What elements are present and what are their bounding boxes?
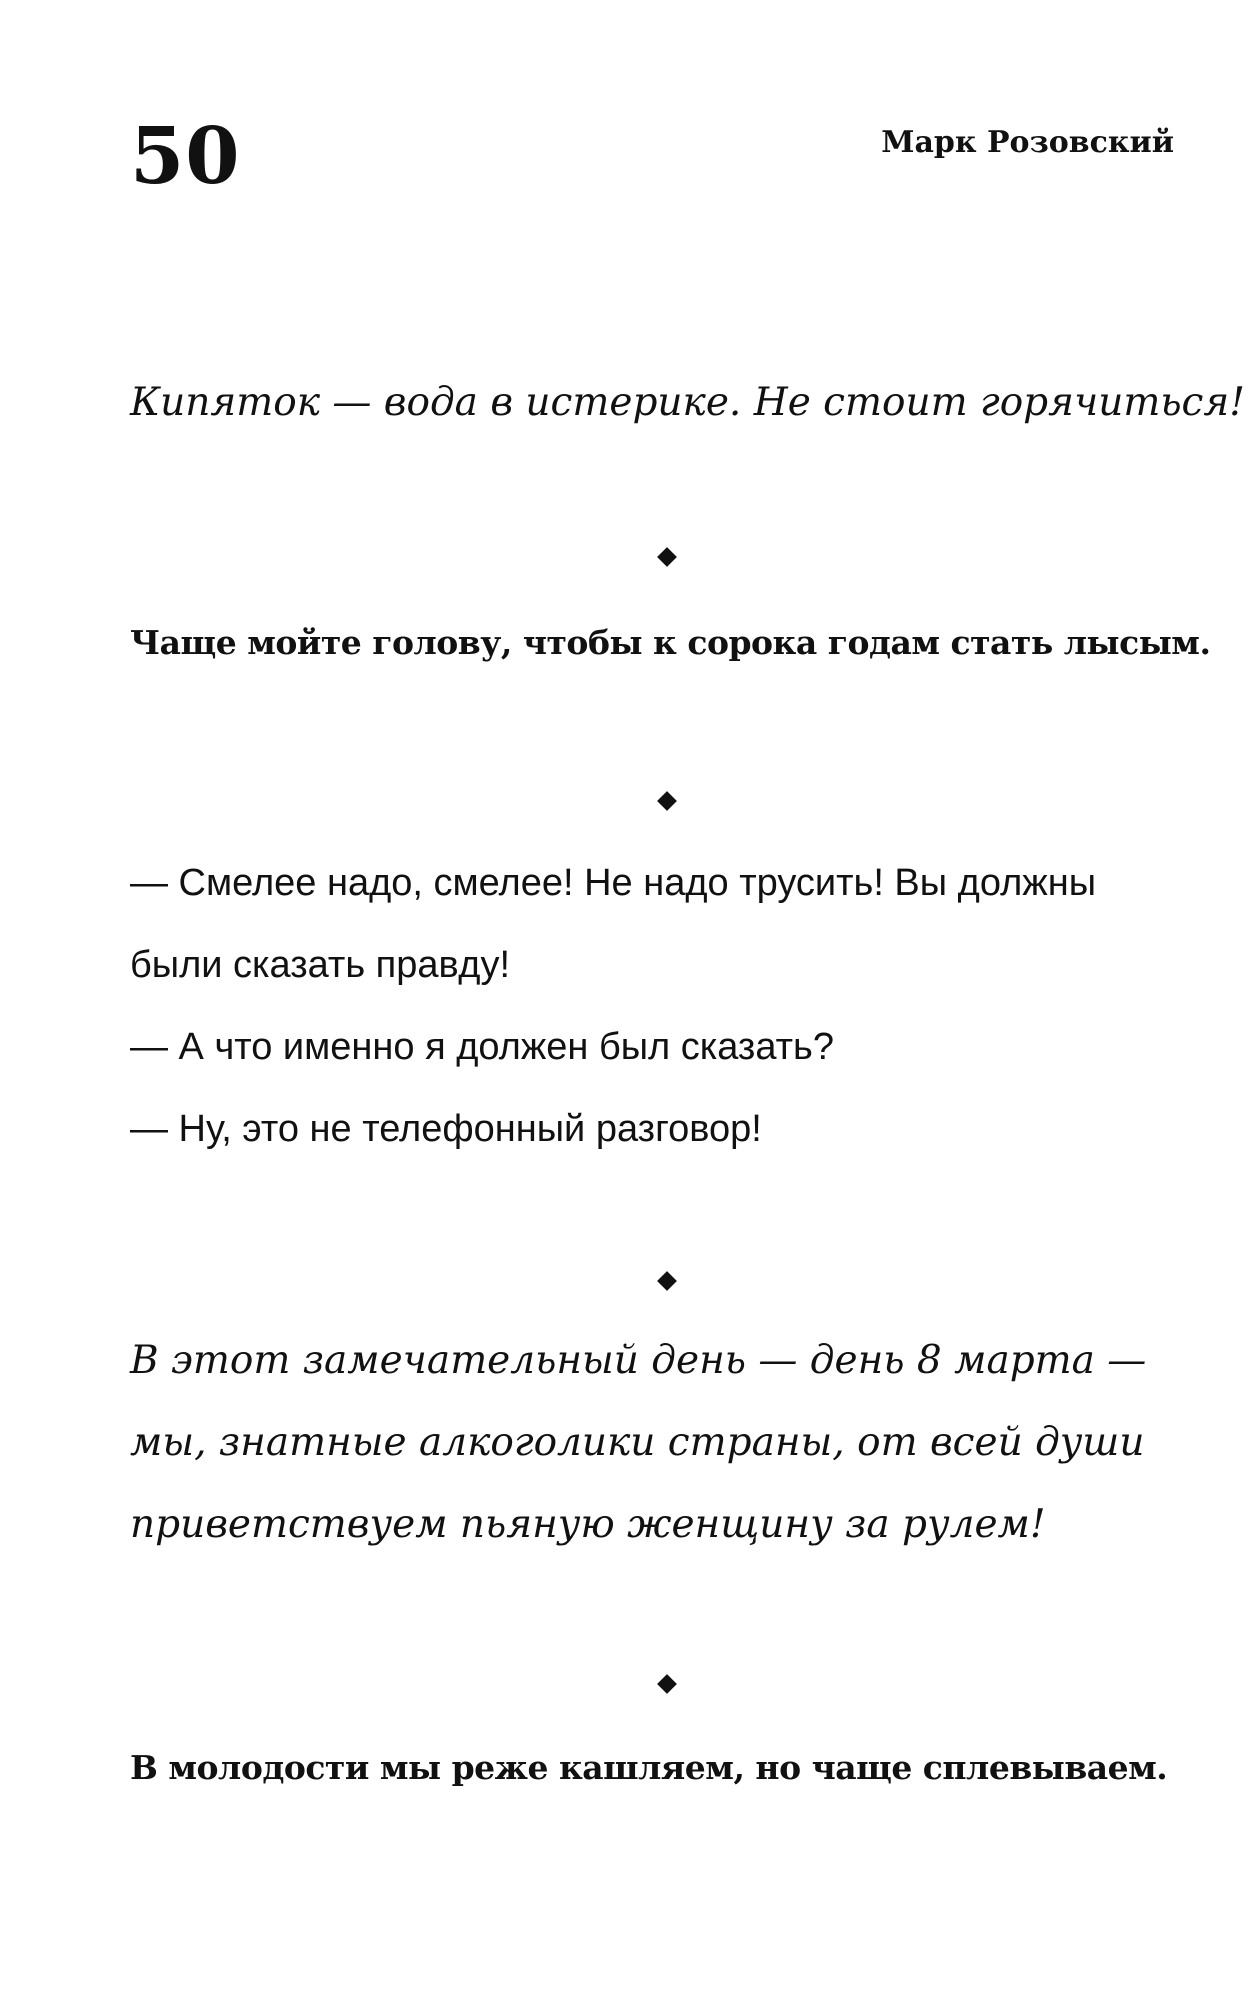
text-line: — Смелее надо, смелее! Не надо трусить! Вы должны <box>130 862 1097 904</box>
text-line: Чаще мойте голову, чтобы к сорока годам стать лысым. <box>130 623 1211 662</box>
text-line: В этот замечательный день — день 8 марта — <box>130 1338 1147 1383</box>
running-head-author: Марк Розовский <box>881 125 1174 160</box>
text-line: приветствуем пьяную женщину за рулем! <box>130 1502 1046 1547</box>
aphorism-boiling-water <box>130 362 1245 444</box>
aphorism-youth <box>130 1748 1194 1788</box>
aphorism-wash-head <box>130 623 1211 663</box>
dialogue-telephone <box>130 842 1194 1170</box>
text-line: были сказать правду! <box>130 944 511 986</box>
page-number: 50 <box>130 111 241 202</box>
diamond-bullet-icon <box>657 547 677 567</box>
text-line: Кипяток — вода в истерике. Не стоит горячиться! <box>130 380 1245 425</box>
text-line: мы, знатные алкоголики страны, от всей души <box>130 1420 1145 1465</box>
diamond-bullet-icon <box>657 791 677 811</box>
text-line: В молодости мы реже кашляем, но чаще сплевываем. <box>130 1748 1168 1787</box>
aphorism-march-8 <box>130 1320 1194 1566</box>
diamond-bullet-icon <box>657 1271 677 1291</box>
text-line: — Ну, это не телефонный разговор! <box>130 1108 762 1150</box>
text-line: — А что именно я должен был сказать? <box>130 1026 834 1068</box>
diamond-bullet-icon <box>657 1674 677 1694</box>
